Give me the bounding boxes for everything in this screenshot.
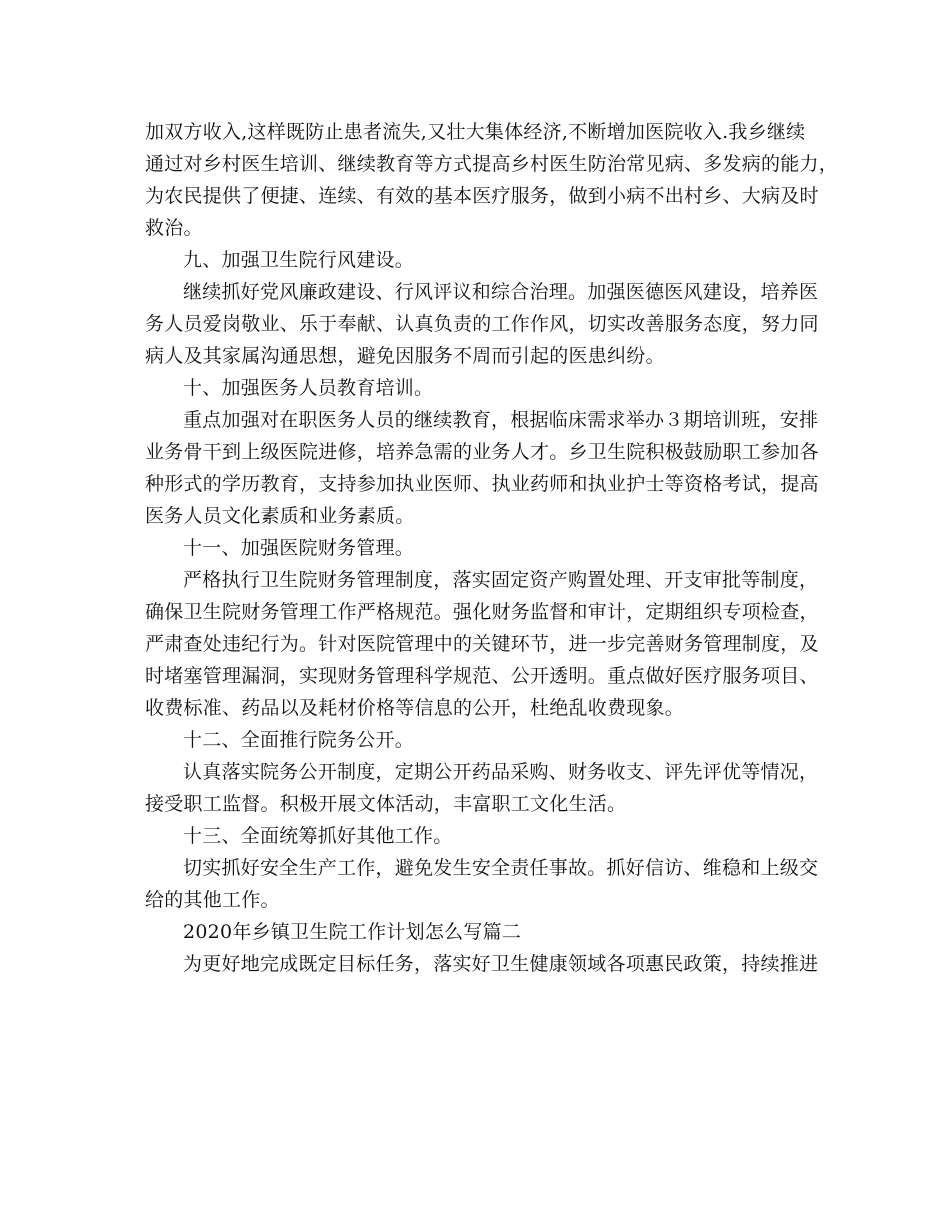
paragraph-line: 切实抓好安全生产工作，避免发生安全责任事故。抓好信访、维稳和上级交 bbox=[183, 857, 819, 879]
paragraph-line: 接受职工监督。积极开展文体活动，丰富职工文化生活。 bbox=[145, 793, 627, 815]
section-heading: 十二、全面推行院务公开。 bbox=[183, 729, 415, 751]
paragraph-line: 严格执行卫生院财务管理制度，落实固定资产购置处理、开支审批等制度， bbox=[183, 569, 819, 591]
paragraph-line: 救治。 bbox=[145, 217, 203, 239]
article-title: 2020年乡镇卫生院工作计划怎么写篇二 bbox=[183, 921, 522, 943]
section-heading: 九、加强卫生院行风建设。 bbox=[183, 249, 415, 271]
paragraph-line: 种形式的学历教育，支持参加执业医师、执业药师和执业护士等资格考试，提高 bbox=[145, 473, 819, 495]
paragraph-line: 为农民提供了便捷、连续、有效的基本医疗服务，做到小病不出村乡、大病及时 bbox=[145, 185, 819, 207]
paragraph-line: 认真落实院务公开制度，定期公开药品采购、财务收支、评先评优等情况， bbox=[183, 761, 819, 783]
paragraph-line: 通过对乡村医生培训、继续教育等方式提高乡村医生防治常见病、多发病的能力， bbox=[145, 153, 839, 175]
paragraph-line: 务人员爱岗敬业、乐于奉献、认真负责的工作作风，切实改善服务态度，努力同 bbox=[145, 313, 819, 335]
paragraph-line: 为更好地完成既定目标任务，落实好卫生健康领域各项惠民政策，持续推进 bbox=[183, 953, 819, 975]
paragraph-line: 医务人员文化素质和业务素质。 bbox=[145, 505, 415, 527]
paragraph-line: 继续抓好党风廉政建设、行风评议和综合治理。加强医德医风建设，培养医 bbox=[183, 281, 819, 303]
paragraph-line: 收费标准、药品以及耗材价格等信息的公开，杜绝乱收费现象。 bbox=[145, 697, 685, 719]
document-body bbox=[145, 116, 839, 980]
section-heading: 十三、全面统筹抓好其他工作。 bbox=[183, 825, 453, 847]
paragraph-line: 严肃查处违纪行为。针对医院管理中的关键环节，进一步完善财务管理制度，及 bbox=[145, 633, 819, 655]
paragraph-line: 重点加强对在职医务人员的继续教育，根据临床需求举办３期培训班，安排 bbox=[183, 409, 819, 431]
paragraph-line: 时堵塞管理漏洞，实现财务管理科学规范、公开透明。重点做好医疗服务项目、 bbox=[145, 665, 819, 687]
paragraph-line: 病人及其家属沟通思想，避免因服务不周而引起的医患纠纷。 bbox=[145, 345, 665, 367]
paragraph-line: 确保卫生院财务管理工作严格规范。强化财务监督和审计，定期组织专项检查， bbox=[145, 601, 819, 623]
section-heading: 十一、加强医院财务管理。 bbox=[183, 537, 415, 559]
section-heading: 十、加强医务人员教育培训。 bbox=[183, 377, 434, 399]
paragraph-line: 业务骨干到上级医院进修，培养急需的业务人才。乡卫生院积极鼓励职工参加各 bbox=[145, 441, 819, 463]
paragraph-line: 加双方收入,这样既防止患者流失,又壮大集体经济,不断增加医院收入.我乡继续 bbox=[145, 121, 806, 143]
paragraph-line: 给的其他工作。 bbox=[145, 889, 280, 911]
